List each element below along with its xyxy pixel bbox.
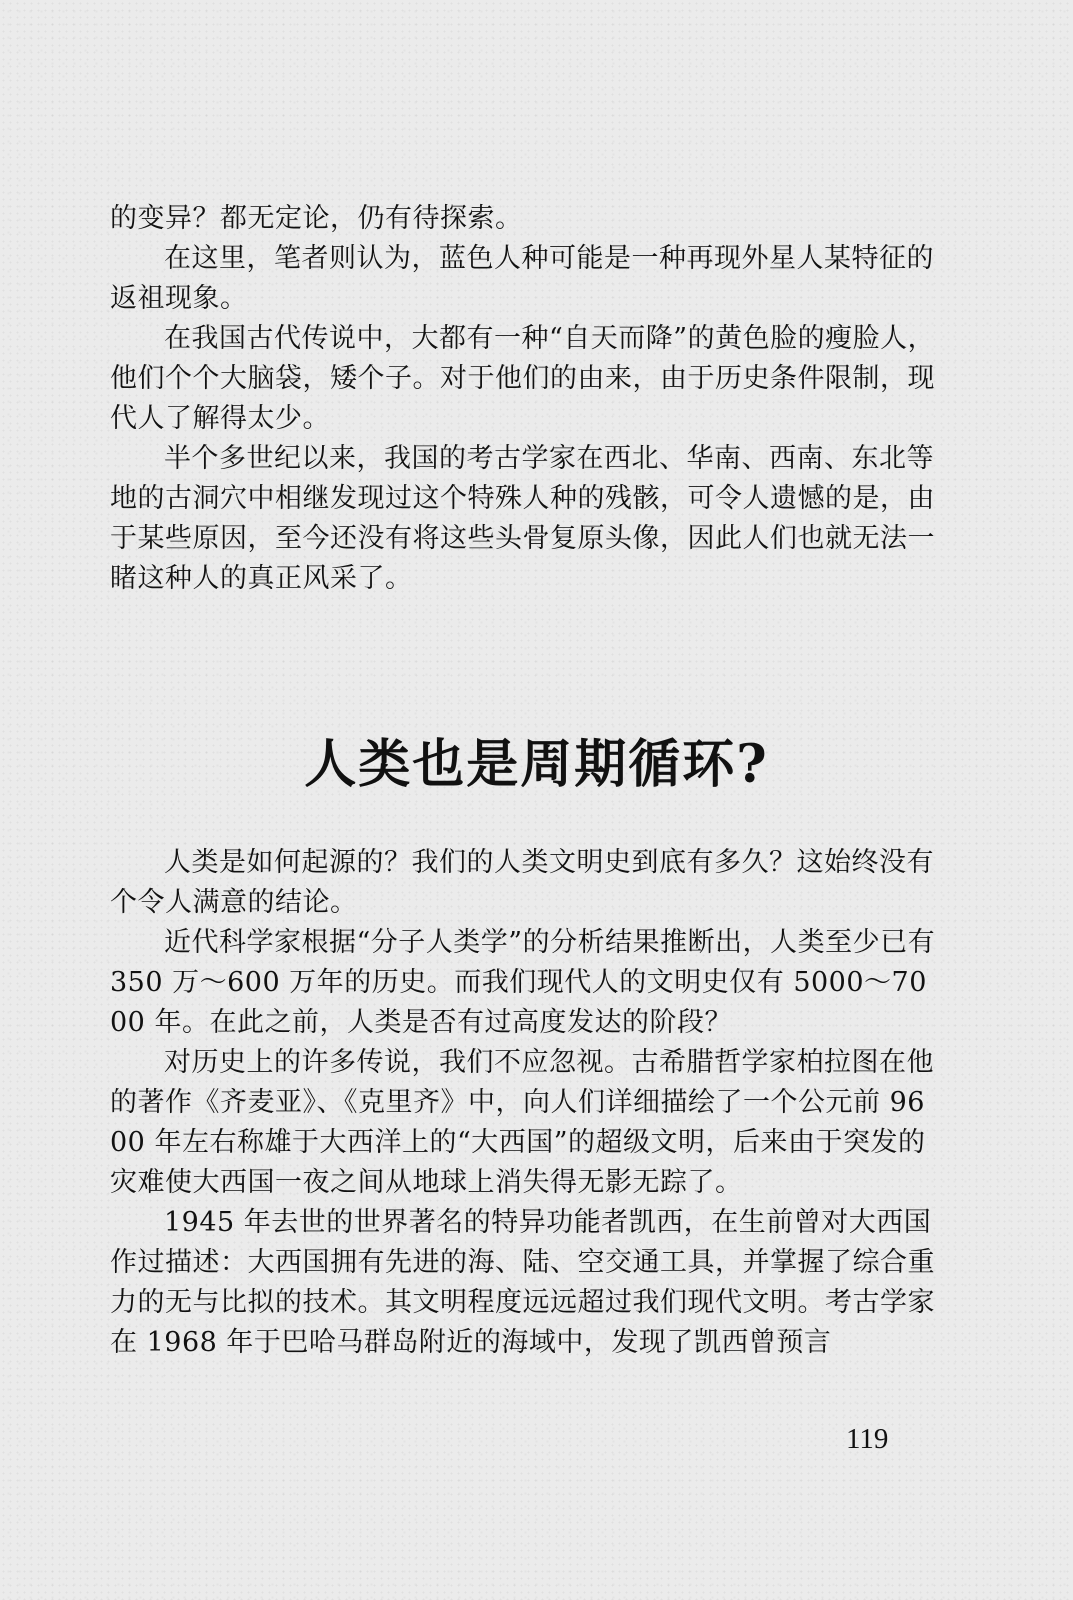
top-text-block bbox=[110, 199, 940, 599]
paragraph-plato-atlantis: 对历史上的许多传说，我们不应忽视。古希腊哲学家柏拉图在他的著作《齐麦亚》、《克里齐》中，向人们详细描绘了一个公元前 9600 年左右称雄于大西洋上的“大西国”的超级文明，后来由于突发的灾难使大西国一夜之间从地球上消失得无影无踪了。 bbox=[110, 1047, 934, 1198]
paragraph-molecular-anthropology: 近代科学家根据“分子人类学”的分析结果推断出，人类至少已有 350 万～600 万年的历史。而我们现代人的文明史仅有 5000～7000 年。在此之前，人类是否有过高度发达的阶段？ bbox=[110, 927, 936, 1038]
paragraph-origin-question: 人类是如何起源的？我们的人类文明史到底有多久？这始终没有个令人满意的结论。 bbox=[110, 847, 934, 918]
paragraph-cayce: 1945 年去世的世界著名的特异功能者凯西，在生前曾对大西国作过描述：大西国拥有先进的海、陆、空交通工具，并掌握了综合重力的无与比拟的技术。其文明程度远远超过我们现代文明。考古学家在 1968 年于巴哈马群岛附近的海域中，发现了凯西曾预言 bbox=[110, 1207, 935, 1358]
paragraph-archaeology: 半个多世纪以来，我国的考古学家在西北、华南、西南、东北等地的古洞穴中相继发现过这个特殊人种的残骸，可令人遗憾的是，由于某些原因，至今还没有将这些头骨复原头像，因此人们也就无法一睹这种人的真正风采了。 bbox=[110, 443, 935, 594]
paragraph-legend: 在我国古代传说中，大都有一种“自天而降”的黄色脸的瘦脸人，他们个个大脑袋，矮个子。对于他们的由来，由于历史条件限制，现代人了解得太少。 bbox=[110, 323, 936, 434]
paragraph-author-view: 在这里，笔者则认为，蓝色人种可能是一种再现外星人某特征的返祖现象。 bbox=[110, 243, 934, 314]
chapter-title: 人类也是周期循环? bbox=[304, 734, 769, 795]
page-number: 119 bbox=[846, 1423, 889, 1455]
bottom-text-block bbox=[110, 843, 940, 1363]
paragraph-continuation: 的变异？都无定论，仍有待探索。 bbox=[110, 203, 523, 234]
